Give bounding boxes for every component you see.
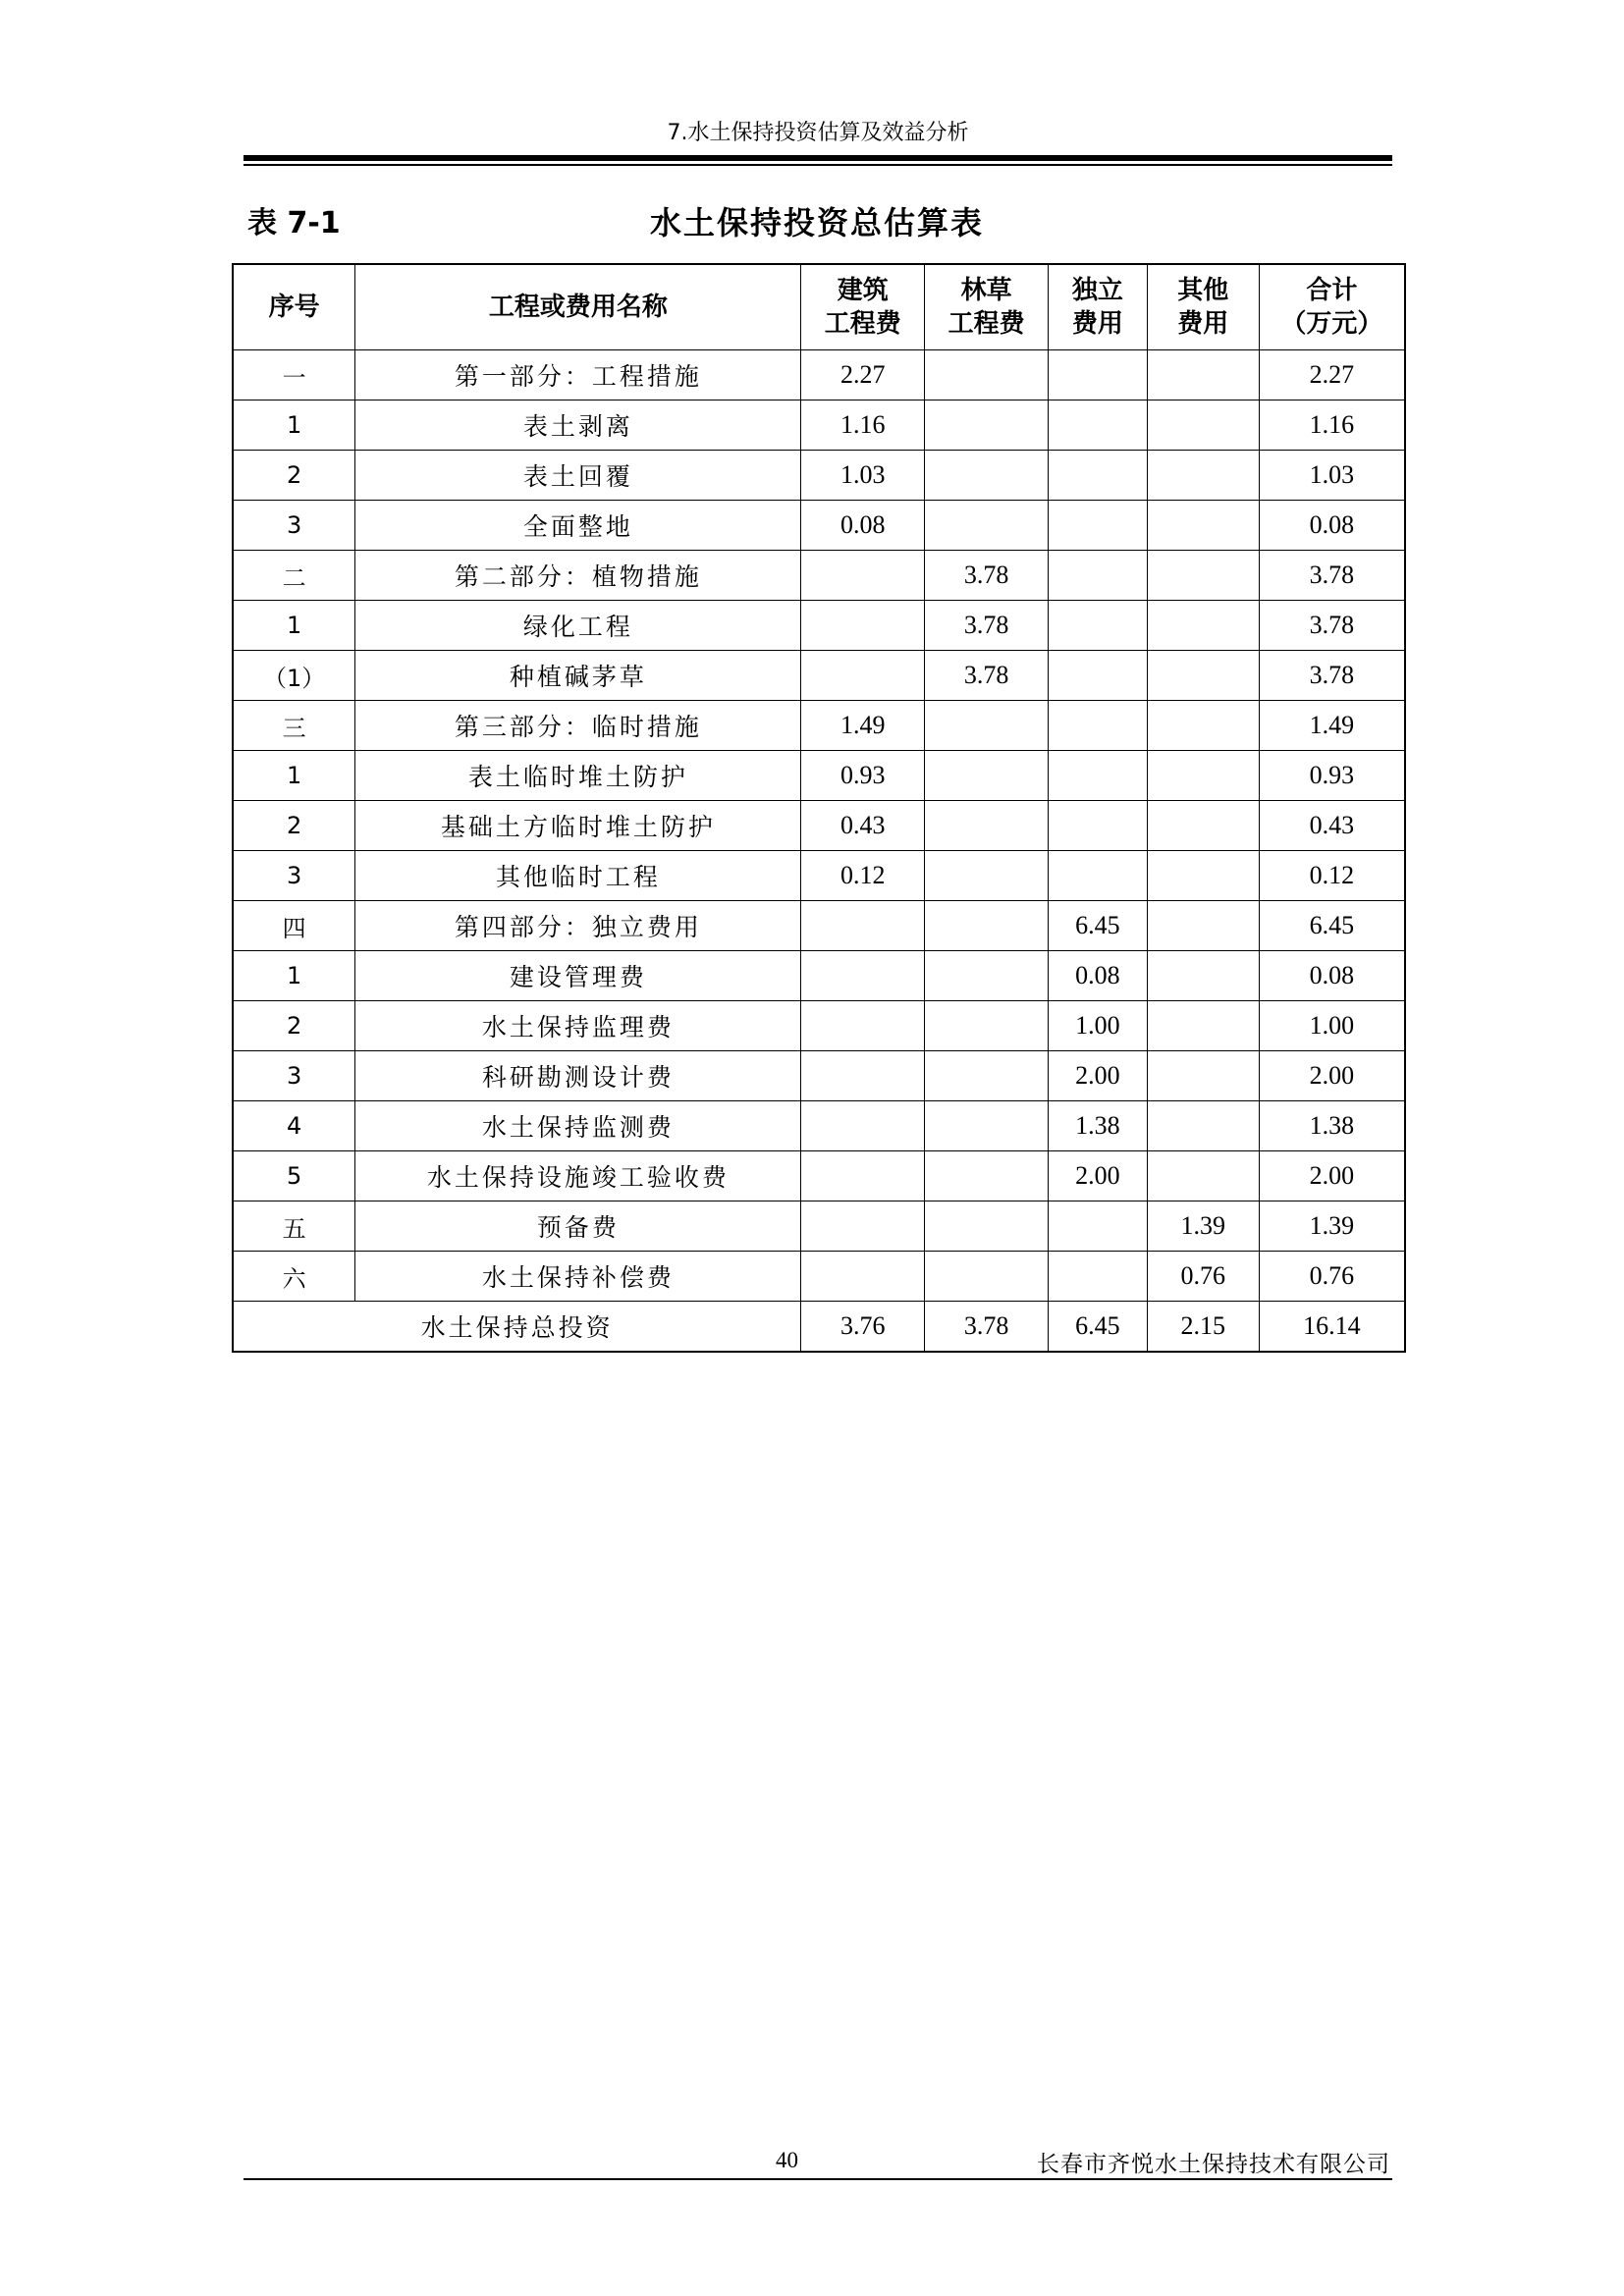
cell-name: 种植碱茅草 bbox=[355, 651, 801, 701]
cell-construction: 0.12 bbox=[801, 851, 925, 901]
cell-other bbox=[1147, 601, 1259, 651]
header-other-line2: 费用 bbox=[1177, 309, 1229, 339]
cell-independent bbox=[1048, 851, 1147, 901]
table-row bbox=[233, 801, 1405, 851]
table-row bbox=[233, 1252, 1405, 1302]
header-rule-thin bbox=[244, 164, 1392, 166]
header-construction-line2: 工程费 bbox=[824, 309, 901, 339]
cell-construction bbox=[801, 1151, 925, 1201]
cell-total: 3.78 bbox=[1259, 601, 1405, 651]
cell-construction: 0.93 bbox=[801, 751, 925, 801]
cell-other bbox=[1147, 901, 1259, 951]
cell-independent: 1.38 bbox=[1048, 1101, 1147, 1151]
table-row bbox=[233, 651, 1405, 701]
cell-forest bbox=[925, 1252, 1049, 1302]
header-total-line1: 合计 bbox=[1306, 276, 1358, 305]
total-label: 水土保持总投资 bbox=[233, 1302, 801, 1353]
cell-total: 3.78 bbox=[1259, 651, 1405, 701]
cell-name: 其他临时工程 bbox=[355, 851, 801, 901]
cell-other bbox=[1147, 851, 1259, 901]
cell-construction: 0.08 bbox=[801, 501, 925, 551]
cell-seq: 5 bbox=[233, 1151, 355, 1201]
table-row bbox=[233, 1001, 1405, 1051]
table-row bbox=[233, 350, 1405, 400]
cell-seq: 1 bbox=[233, 751, 355, 801]
cell-total: 0.12 bbox=[1259, 851, 1405, 901]
cell-forest bbox=[925, 1001, 1049, 1051]
cell-other bbox=[1147, 551, 1259, 601]
table-row bbox=[233, 1151, 1405, 1201]
table-row bbox=[233, 851, 1405, 901]
cell-construction: 2.27 bbox=[801, 350, 925, 400]
total-independent: 6.45 bbox=[1048, 1302, 1147, 1353]
cell-name: 水土保持监理费 bbox=[355, 1001, 801, 1051]
cell-construction: 1.49 bbox=[801, 701, 925, 751]
cell-other bbox=[1147, 400, 1259, 451]
cell-other bbox=[1147, 350, 1259, 400]
header-independent-line1: 独立 bbox=[1071, 276, 1123, 305]
cell-independent: 2.00 bbox=[1048, 1051, 1147, 1101]
cell-independent bbox=[1048, 501, 1147, 551]
cell-independent bbox=[1048, 551, 1147, 601]
cell-independent bbox=[1048, 651, 1147, 701]
cell-other: 0.76 bbox=[1147, 1252, 1259, 1302]
header-other bbox=[1147, 264, 1259, 350]
cell-seq: 3 bbox=[233, 1051, 355, 1101]
cell-name: 第二部分：植物措施 bbox=[355, 551, 801, 601]
header-forest-line1: 林草 bbox=[960, 276, 1012, 305]
cell-other bbox=[1147, 951, 1259, 1001]
cell-other bbox=[1147, 501, 1259, 551]
cell-total: 0.08 bbox=[1259, 501, 1405, 551]
cell-seq: 3 bbox=[233, 501, 355, 551]
cell-seq: 2 bbox=[233, 801, 355, 851]
total-sum: 16.14 bbox=[1259, 1302, 1405, 1353]
cell-total: 2.00 bbox=[1259, 1151, 1405, 1201]
cell-other bbox=[1147, 451, 1259, 501]
cell-construction bbox=[801, 651, 925, 701]
header-independent bbox=[1048, 264, 1147, 350]
table-row bbox=[233, 501, 1405, 551]
table-row bbox=[233, 1201, 1405, 1252]
investment-estimate-table bbox=[232, 263, 1406, 1353]
cell-other: 1.39 bbox=[1147, 1201, 1259, 1252]
header-total-line2: （万元） bbox=[1280, 309, 1383, 339]
cell-name: 第四部分：独立费用 bbox=[355, 901, 801, 951]
cell-total: 1.39 bbox=[1259, 1201, 1405, 1252]
cell-name: 预备费 bbox=[355, 1201, 801, 1252]
cell-independent: 0.08 bbox=[1048, 951, 1147, 1001]
cell-total: 0.93 bbox=[1259, 751, 1405, 801]
cell-seq: 六 bbox=[233, 1252, 355, 1302]
cell-total: 3.78 bbox=[1259, 551, 1405, 601]
table-row bbox=[233, 1101, 1405, 1151]
cell-total: 1.38 bbox=[1259, 1101, 1405, 1151]
cell-total: 1.16 bbox=[1259, 400, 1405, 451]
cell-other bbox=[1147, 651, 1259, 701]
header-total bbox=[1259, 264, 1405, 350]
cell-independent bbox=[1048, 801, 1147, 851]
cell-name: 科研勘测设计费 bbox=[355, 1051, 801, 1101]
cell-seq: 2 bbox=[233, 451, 355, 501]
chapter-header: 7.水土保持投资估算及效益分析 bbox=[667, 121, 969, 145]
cell-construction bbox=[801, 1101, 925, 1151]
cell-independent bbox=[1048, 701, 1147, 751]
cell-total: 1.03 bbox=[1259, 451, 1405, 501]
cell-forest bbox=[925, 951, 1049, 1001]
cell-name: 表土剥离 bbox=[355, 400, 801, 451]
cell-forest bbox=[925, 901, 1049, 951]
cell-forest bbox=[925, 751, 1049, 801]
header-forest-line2: 工程费 bbox=[947, 309, 1025, 339]
cell-name: 全面整地 bbox=[355, 501, 801, 551]
header-construction bbox=[801, 264, 925, 350]
table-title: 水土保持投资总估算表 bbox=[649, 204, 984, 241]
cell-independent bbox=[1048, 400, 1147, 451]
total-other: 2.15 bbox=[1147, 1302, 1259, 1353]
cell-name: 水土保持监测费 bbox=[355, 1101, 801, 1151]
cell-other bbox=[1147, 701, 1259, 751]
cell-name: 第三部分：临时措施 bbox=[355, 701, 801, 751]
company-name: 长春市齐悦水土保持技术有限公司 bbox=[1037, 2152, 1390, 2177]
cell-seq: 四 bbox=[233, 901, 355, 951]
cell-name: 表土临时堆土防护 bbox=[355, 751, 801, 801]
table-row bbox=[233, 751, 1405, 801]
cell-total: 0.76 bbox=[1259, 1252, 1405, 1302]
cell-seq: （1） bbox=[233, 651, 355, 701]
cell-forest bbox=[925, 1201, 1049, 1252]
cell-independent bbox=[1048, 601, 1147, 651]
cell-other bbox=[1147, 801, 1259, 851]
cell-construction bbox=[801, 601, 925, 651]
cell-forest bbox=[925, 1151, 1049, 1201]
table-row bbox=[233, 951, 1405, 1001]
cell-name: 绿化工程 bbox=[355, 601, 801, 651]
cell-seq: 1 bbox=[233, 400, 355, 451]
total-forest: 3.78 bbox=[925, 1302, 1049, 1353]
total-construction: 3.76 bbox=[801, 1302, 925, 1353]
cell-total: 0.43 bbox=[1259, 801, 1405, 851]
cell-name: 水土保持设施竣工验收费 bbox=[355, 1151, 801, 1201]
cell-independent bbox=[1048, 451, 1147, 501]
cell-construction bbox=[801, 901, 925, 951]
cell-forest bbox=[925, 350, 1049, 400]
cell-seq: 4 bbox=[233, 1101, 355, 1151]
cell-independent bbox=[1048, 350, 1147, 400]
table-row bbox=[233, 601, 1405, 651]
cell-other bbox=[1147, 1001, 1259, 1051]
cell-forest bbox=[925, 801, 1049, 851]
cell-seq: 三 bbox=[233, 701, 355, 751]
cell-seq: 2 bbox=[233, 1001, 355, 1051]
cell-forest bbox=[925, 1051, 1049, 1101]
table-row bbox=[233, 1051, 1405, 1101]
cell-forest: 3.78 bbox=[925, 551, 1049, 601]
cell-construction: 1.16 bbox=[801, 400, 925, 451]
header-independent-line2: 费用 bbox=[1071, 309, 1123, 339]
table-header-row bbox=[233, 264, 1405, 350]
cell-independent bbox=[1048, 1201, 1147, 1252]
table-caption bbox=[247, 198, 1386, 241]
table-row bbox=[233, 901, 1405, 951]
cell-independent: 6.45 bbox=[1048, 901, 1147, 951]
cell-other bbox=[1147, 751, 1259, 801]
table-row bbox=[233, 400, 1405, 451]
cell-seq: 二 bbox=[233, 551, 355, 601]
cell-total: 6.45 bbox=[1259, 901, 1405, 951]
cell-forest: 3.78 bbox=[925, 601, 1049, 651]
cell-seq: 五 bbox=[233, 1201, 355, 1252]
cell-construction bbox=[801, 1201, 925, 1252]
cell-forest bbox=[925, 851, 1049, 901]
cell-total: 1.00 bbox=[1259, 1001, 1405, 1051]
cell-name: 基础土方临时堆土防护 bbox=[355, 801, 801, 851]
cell-independent: 1.00 bbox=[1048, 1001, 1147, 1051]
page-number: 40 bbox=[776, 2148, 798, 2172]
cell-construction bbox=[801, 951, 925, 1001]
total-row bbox=[233, 1302, 1405, 1353]
cell-construction bbox=[801, 1051, 925, 1101]
cell-total: 2.00 bbox=[1259, 1051, 1405, 1101]
cell-name: 建设管理费 bbox=[355, 951, 801, 1001]
table-number: 表 7-1 bbox=[247, 206, 341, 240]
table-row bbox=[233, 451, 1405, 501]
cell-independent bbox=[1048, 1252, 1147, 1302]
cell-construction bbox=[801, 1252, 925, 1302]
cell-other bbox=[1147, 1151, 1259, 1201]
cell-seq: 1 bbox=[233, 601, 355, 651]
header-rule-thick bbox=[244, 155, 1392, 161]
header-name: 工程或费用名称 bbox=[355, 264, 801, 350]
header-construction-line1: 建筑 bbox=[837, 276, 889, 305]
header-other-line1: 其他 bbox=[1177, 276, 1229, 305]
cell-forest bbox=[925, 501, 1049, 551]
cell-forest bbox=[925, 1101, 1049, 1151]
cell-construction: 1.03 bbox=[801, 451, 925, 501]
header-forest bbox=[925, 264, 1049, 350]
table-body bbox=[233, 350, 1405, 1302]
cell-forest bbox=[925, 400, 1049, 451]
cell-independent bbox=[1048, 751, 1147, 801]
cell-forest bbox=[925, 701, 1049, 751]
cell-forest bbox=[925, 451, 1049, 501]
cell-other bbox=[1147, 1101, 1259, 1151]
footer-rule bbox=[244, 2178, 1392, 2180]
table-row bbox=[233, 701, 1405, 751]
cell-name: 第一部分：工程措施 bbox=[355, 350, 801, 400]
table-row bbox=[233, 551, 1405, 601]
cell-name: 水土保持补偿费 bbox=[355, 1252, 801, 1302]
cell-independent: 2.00 bbox=[1048, 1151, 1147, 1201]
cell-name: 表土回覆 bbox=[355, 451, 801, 501]
cell-construction: 0.43 bbox=[801, 801, 925, 851]
cell-forest: 3.78 bbox=[925, 651, 1049, 701]
cell-other bbox=[1147, 1051, 1259, 1101]
cell-total: 0.08 bbox=[1259, 951, 1405, 1001]
cell-seq: 一 bbox=[233, 350, 355, 400]
cell-construction bbox=[801, 1001, 925, 1051]
cell-seq: 1 bbox=[233, 951, 355, 1001]
cell-construction bbox=[801, 551, 925, 601]
cell-seq: 3 bbox=[233, 851, 355, 901]
cell-total: 2.27 bbox=[1259, 350, 1405, 400]
cell-total: 1.49 bbox=[1259, 701, 1405, 751]
header-seq: 序号 bbox=[233, 264, 355, 350]
